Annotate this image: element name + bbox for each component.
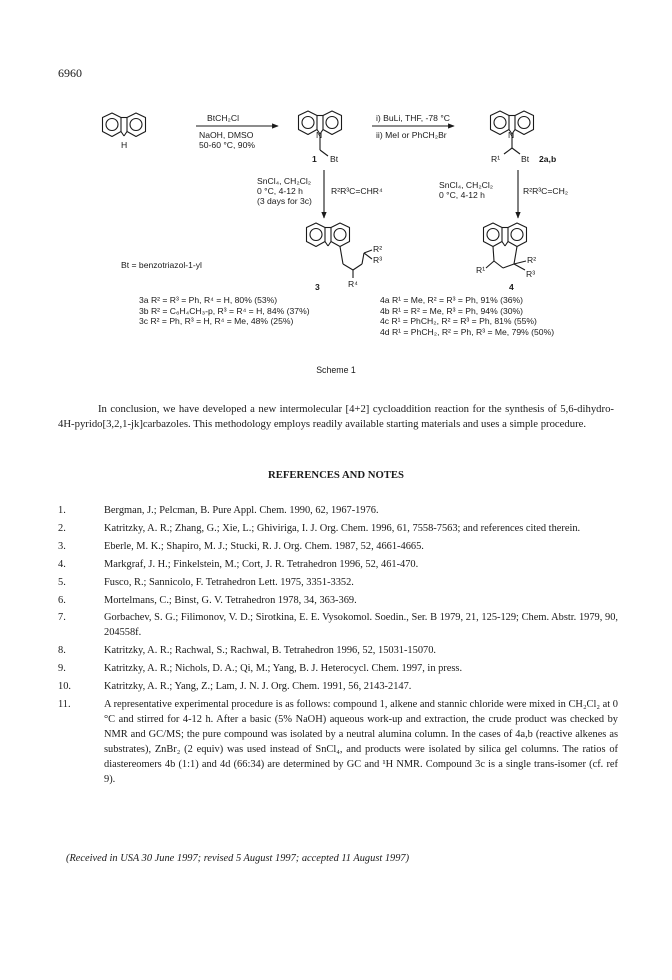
compound-list-3 [139,295,310,327]
compound-number-4: 4 [509,282,514,292]
compound-number-3: 3 [315,282,320,292]
references-heading: REFERENCES AND NOTES [268,469,404,481]
reference-text: Katritzky, A. R.; Yang, Z.; Lam, J. N. J. Org. Chem. 1991, 56, 2143-2147. [104,681,412,693]
compound-4b: 4b R¹ = R² = Me, R³ = Ph, 94% (30%) [380,305,524,316]
reference-text: Markgraf, J. H.; Finkelstein, M.; Cort, J. R. Tetrahedron 1996, 52, 461-470. [104,558,419,570]
reference-text: Bergman, J.; Pelcman, B. Pure Appl. Chem. 1990, 62, 1967-1976. [104,505,379,516]
atom-label-r2-3: R² [373,244,383,254]
references-list [58,504,618,787]
reference-item [58,698,618,787]
atom-label-r3-4: R³ [526,269,536,279]
atom-label-n-2: N [508,130,515,140]
atom-label-bt-1: Bt [330,154,339,164]
reference-number: 2. [58,522,66,534]
atom-label-r2-4: R² [527,255,537,265]
atom-label-bt-2: Bt [521,154,530,164]
conditions-left-1: SnCl₄, CH₂Cl₂ [257,176,312,186]
reference-item [58,662,618,677]
atom-label-r1-2: R¹ [491,154,501,164]
reference-item [58,504,618,519]
reagent-alkene-left: R²R³C=CHR⁴ [331,186,383,196]
scheme-caption: Scheme 1 [316,365,356,375]
atom-label-r3-3: R³ [373,255,383,265]
compound-3-structure [307,223,373,278]
atom-label-h: H [121,140,128,150]
reference-item [58,611,618,641]
compound-4d: 4d R¹ = PhCH₂, R² = Ph, R³ = Me, 79% (50%) [380,326,555,337]
reference-item [58,680,618,695]
reference-text: Katritzky, A. R.; Nichols, D. A.; Qi, M.; Yang, B. J. Heterocycl. Chem. 1997, in press. [104,663,463,675]
compound-4c: 4c R¹ = PhCH₂, R² = R³ = Ph, 81% (55%) [380,316,537,327]
compound-4-structure [484,223,527,270]
reference-text: Gorbachev, S. G.; Filimonov, V. D.; Sirotkina, E. E. Vysokomol. Soedin., Ser. B 1979, 21, 125-129; Chem. Abstr. 1979, 90, 204558f. [104,612,618,639]
atom-label-r1-4: R¹ [476,265,486,275]
compound-3c: 3c R² = Ph, R³ = H, R⁴ = Me, 48% (25%) [139,316,294,327]
reference-text: Fusco, R.; Sannicolo, F. Tetrahedron Lett. 1975, 3351-3352. [104,576,354,588]
reference-number: 8. [58,645,66,657]
conditions-right-1: SnCl₄, CH₂Cl₂ [439,180,494,190]
conditions-left-3: (3 days for 3c) [257,196,312,206]
page-number: 6960 [58,66,82,80]
reference-number: 11. [58,698,71,710]
reference-text: Mortelmans, C.; Binst, G. V. Tetrahedron 1978, 34, 363-369. [104,594,357,606]
conditions-right-2: 0 °C, 4-12 h [439,190,485,200]
reaction-scheme [0,92,672,382]
scheme-structures [0,92,672,382]
reference-number: 6. [58,594,66,606]
reference-number: 1. [58,505,66,516]
reference-number: 10. [58,681,71,693]
reference-number: 3. [58,540,66,552]
compound-3a: 3a R² = R³ = Ph, R⁴ = H, 80% (53%) [139,295,278,305]
reference-text: Eberle, M. K.; Shapiro, M. J.; Stucki, R. J. Org. Chem. 1987, 52, 4661-4665. [104,540,424,552]
reference-item [58,644,618,659]
reference-text: Katritzky, A. R.; Rachwal, S.; Rachwal, B. Tetrahedron 1996, 52, 15031-15070. [104,645,437,657]
reference-text: Katritzky, A. R.; Zhang, G.; Xie, L.; Ghiviriga, I. J. Org. Chem. 1996, 61, 7558-7563; and references cited therein. [104,522,581,534]
compound-list-4 [380,295,554,337]
reagent-btch2cl: BtCH₂Cl [207,113,239,123]
conditions-left-2: 0 °C, 4-12 h [257,186,303,196]
carbazole-structure [103,113,146,137]
conditions-alkylation: ii) MeI or PhCH₂Br [376,130,447,140]
reference-item [58,540,618,555]
bt-definition: Bt = benzotriazol-1-yl [121,260,202,270]
atom-label-r4-3: R⁴ [348,279,358,289]
reference-number: 9. [58,663,66,675]
reference-number: 5. [58,576,66,588]
atom-label-n-1: N [316,130,323,140]
received-dates: (Received in USA 30 June 1997; revised 5 August 1997; accepted 11 August 1997) [66,853,410,864]
reference-item [58,576,618,591]
conditions-naoh-dmso: NaOH, DMSO [199,130,254,140]
conclusion-paragraph: In conclusion, we have developed a new intermolecular [4+2] cycloaddition reaction for the synthesis of 5,6-dihydro-4H-pyrido[3,2,1-jk]carbazoles. This methodology employs readily available starting materials and uses a simple procedure. [58,403,614,431]
reference-number: 4. [58,558,66,570]
compound-number-1: 1 [312,154,317,164]
compound-3b: 3b R² = C₆H₄CH₃-p, R³ = R⁴ = H, 84% (37%) [139,305,310,316]
reference-item [58,558,618,573]
conditions-temp-yield: 50-60 °C, 90% [199,140,255,150]
conditions-buli: i) BuLi, THF, -78 °C [376,113,450,123]
reagent-alkene-right: R²R³C=CH₂ [523,186,569,196]
compound-4a: 4a R¹ = Me, R² = R³ = Ph, 91% (36%) [380,295,524,305]
reference-number: 7. [58,612,66,624]
compound-number-2ab: 2a,b [539,154,557,164]
reference-text: A representative experimental procedure is as follows: compound 1, alkene and stannic chloride were mixed in CH₂Cl₂ at 0 °C and stirred for 4-12 h. After a basic (5% NaOH) aqueous work-up and extraction, the crude product was checked by NMR and GC/MS; the pure compound was isolated by a neutral alumina column. In the cases of 4a,b (reactive alkenes as substrates), ZnBr₂ (2 equiv) was used instead of SnCl₄, and products were isolated by silica gel columns. The ratios of diastereomers 4b (1:1) and 4d (66:34) are determined by GC and ¹H NMR. Compound 3c is a single trans-isomer (cf. ref 9). [104,698,618,785]
reference-item [58,594,618,609]
reference-item [58,522,618,537]
